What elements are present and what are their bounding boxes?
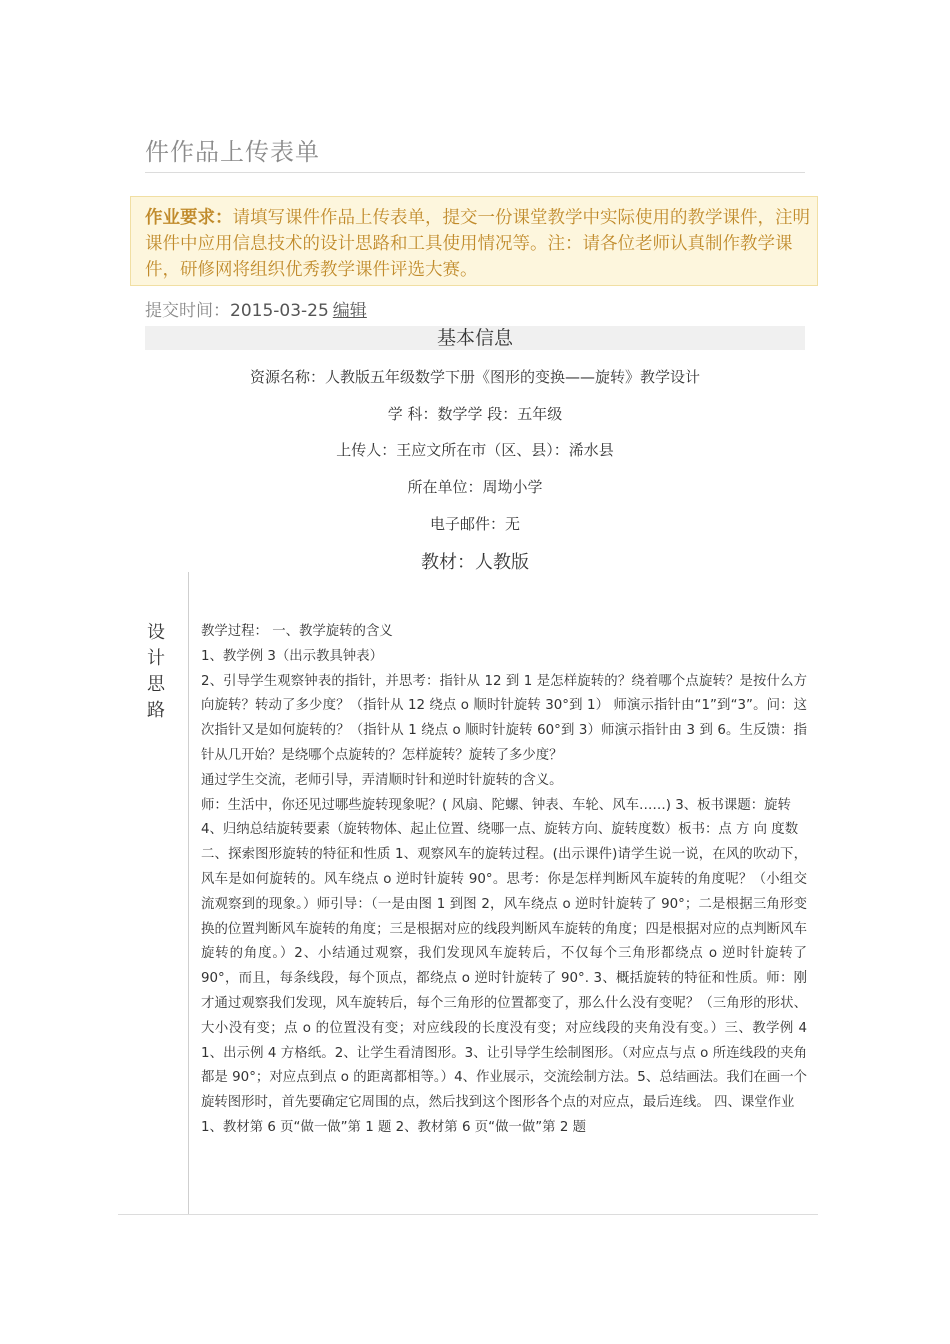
submit-time-label: 提交时间： — [145, 301, 230, 321]
content-paragraph: 二、探索图形旋转的特征和性质 1、观察风车的旋转过程。(出示课件)请学生说一说，在风的吹动下，风车是如何旋转的。风车绕点 o 逆时针旋转 90°。思考：你是怎样判断风车旋转的角度呢？（小组交流观察到的现象。）师引导：（一是由图 1 到图 2，风车绕点 o 逆时针旋转了 90°；二是根据三角形变换的位置判断风车旋转的角度；三是根据对应的线段判断风车旋转的角度；四是根据对应的点判断风车旋转的角度。）2、小结通过观察，我们发现风车旋转后，不仅每个三角形都绕点 o 逆时针旋转了 90°，而且，每条线段，每个顶点，都绕点 o 逆时针旋转了 90°. 3、概括旋转的特征和性质。师：刚才通过观察我们发现，风车旋转后，每个三角形的位置都变了，那么什么没有变呢？（三角形的形状、大小没有变；点 o 的位置没有变；对应线段的长度没有变；对应线段的夹角没有变。）三、教学例 4 1、出示例 4 方格纸。2、让学生看清图形。3、让引导学生绘制图形。（对应点与点 o 所连线段的夹角都是 90°；对应点到点 o 的距离都相等。）4、作业展示，交流绘制方法。5、总结画法。我们在画一个旋转图形时，首先要确定它周围的点，然后找到这个图形各个点的对应点，最后连线。 四、课堂作业 — [201, 847, 807, 1111]
side-label-char: 思 — [147, 674, 165, 695]
design-side-label — [146, 620, 166, 724]
column-divider — [188, 572, 189, 1214]
notice-label: 作业要求： — [145, 208, 233, 228]
edit-link[interactable]: 编辑 — [332, 301, 367, 321]
textbook: 教材：人教版 — [421, 552, 529, 573]
email: 电子邮件：无 — [429, 515, 520, 533]
subject-grade: 学 科：数学学 段：五年级 — [387, 405, 563, 423]
content-paragraph: 1、教学例 3（出示教具钟表） — [201, 648, 383, 664]
content-paragraph: 通过学生交流，老师引导，弄清顺时针和逆时针旋转的含义。 — [201, 772, 563, 788]
content-paragraph: 4、归纳总结旋转要素（旋转物体、起止位置、绕哪一点、旋转方向、旋转度数）板书：点 方 向 度数 — [201, 822, 799, 838]
notice-text: 请填写课件作品上传表单，提交一份课堂教学中实际使用的教学课件，注明课件中应用信息技术的设计思路和工具使用情况等。注：请各位老师认真制作教学课件，研修网将组织优秀教学课件评选大赛。 — [145, 208, 810, 280]
design-content — [201, 620, 807, 1141]
side-label-char: 计 — [147, 648, 165, 669]
content-paragraph: 2、引导学生观察钟表的指针，并思考：指针从 12 到 1 是怎样旋转的？绕着哪个点旋转？是按什么方向旋转？转动了多少度？（指针从 12 绕点 o 顺时针旋转 30°到 1） 师演示指针由“1”到“3”。问：这次指针又是如何旋转的？（指针从 1 绕点 o 顺时针旋转 60°到 3）师演示指针由 3 到 6。生反馈：指针从几开始？是绕哪个点旋转的？怎样旋转？旋转了多少度？ — [201, 673, 807, 763]
content-paragraph: 师：生活中，你还见过哪些旋转现象呢？( 风扇、陀螺、钟表、车轮、风车……) 3、板书课题：旋转 — [201, 797, 791, 813]
resource-name: 资源名称：人教版五年级数学下册《图形的变换——旋转》教学设计 — [249, 368, 700, 386]
title-divider — [145, 172, 805, 173]
submit-date: 2015-03-25 — [230, 301, 329, 321]
assignment-notice — [130, 196, 818, 286]
content-paragraph: 教学过程： 一、教学旋转的含义 — [201, 624, 393, 639]
page-title: 件作品上传表单 — [145, 138, 320, 166]
content-paragraph: 1、教材第 6 页“做一做”第 1 题 2、教材第 6 页“做一做”第 2 题 — [201, 1119, 586, 1135]
side-label-char: 设 — [147, 622, 165, 643]
submit-time-row — [145, 296, 367, 321]
uploader-location: 上传人：王应文所在市（区、县）：浠水县 — [336, 441, 614, 459]
school-unit: 所在单位：周坳小学 — [407, 478, 543, 496]
basic-info-header: 基本信息 — [145, 326, 805, 350]
side-label-char: 路 — [147, 700, 165, 721]
bottom-divider — [118, 1214, 818, 1215]
